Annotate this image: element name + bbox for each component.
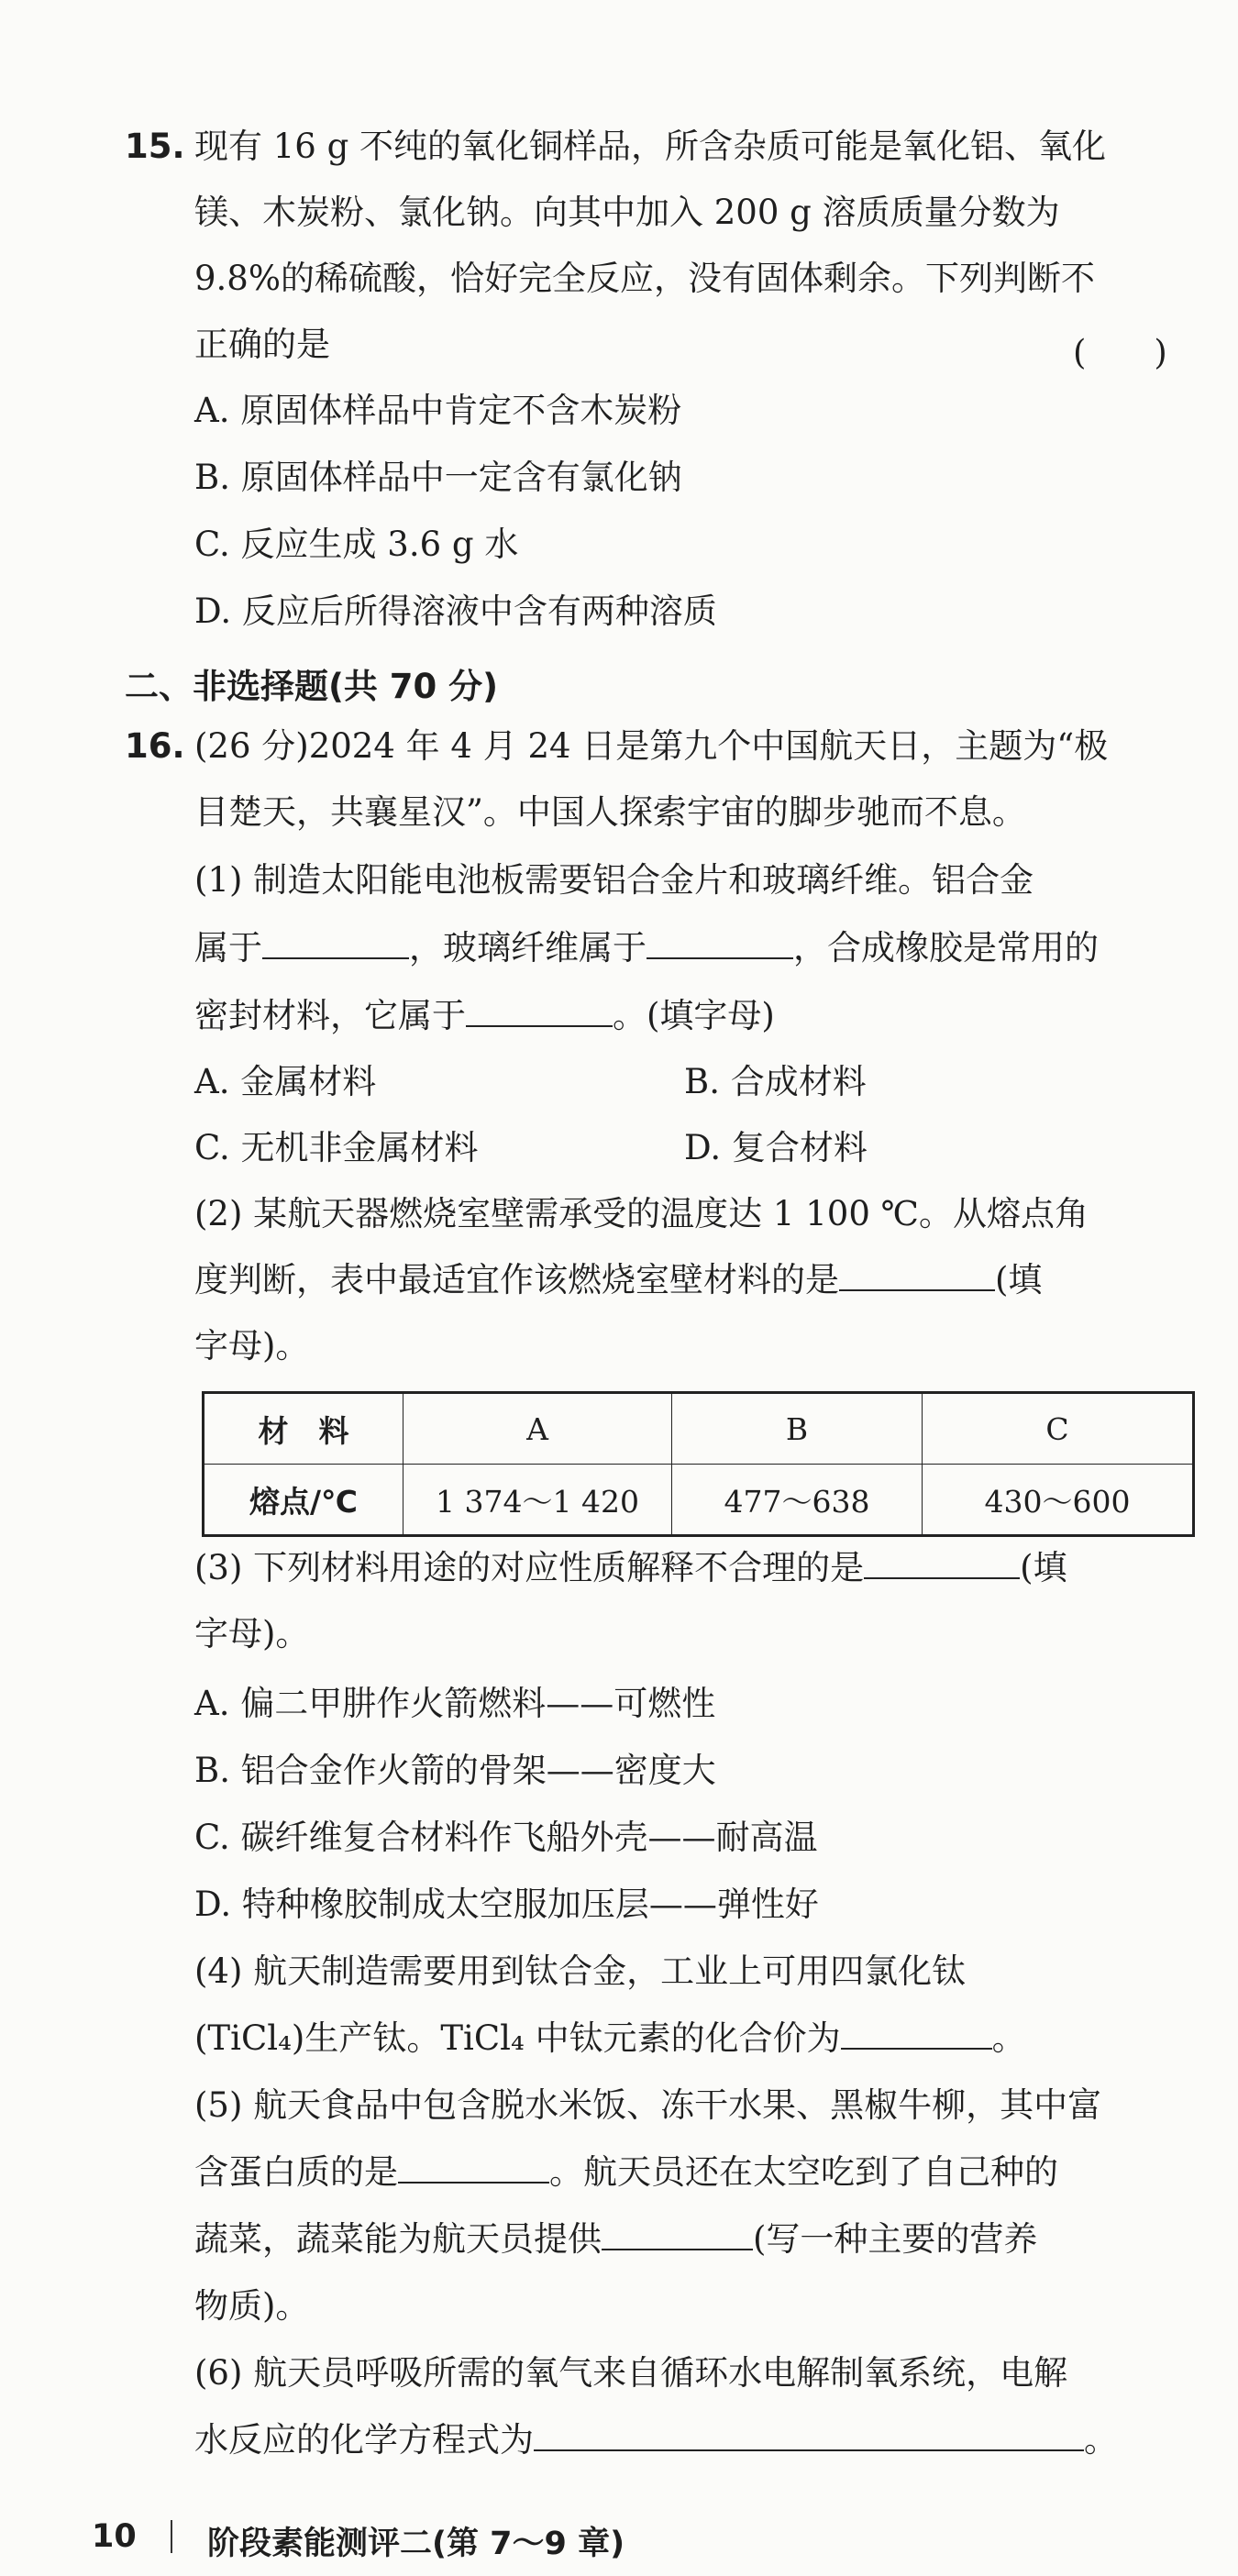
part-2-text-b: (填	[995, 1260, 1043, 1299]
part-2-line-3: 字母)。	[194, 1326, 310, 1365]
answer-bracket[interactable]: ( )	[1073, 333, 1167, 372]
part-1-line-2	[194, 928, 1099, 968]
table-cell-a: 1 374～1 420	[403, 1465, 672, 1536]
table-header-material: 材 料	[204, 1393, 403, 1465]
part-3-option-a: A. 偏二甲肼作火箭燃料——可燃性	[194, 1684, 716, 1723]
part-5-text-b: 。航天员还在太空吃到了自己种的	[549, 2152, 1058, 2192]
part-1-line-1: (1) 制造太阳能电池板需要铝合金片和玻璃纤维。铝合金	[194, 860, 1034, 900]
answer-blank-9[interactable]	[534, 2422, 1084, 2451]
part-1-line-3	[194, 996, 775, 1036]
answer-blank-7[interactable]	[398, 2154, 549, 2184]
part-1-text-d: 密封材料，它属于	[194, 996, 466, 1035]
table-header-c: C	[923, 1393, 1194, 1465]
answer-blank-6[interactable]	[841, 2020, 992, 2050]
part-5-line-3	[194, 2219, 1037, 2260]
answer-blank-2[interactable]	[647, 930, 793, 959]
table-header-a: A	[403, 1393, 672, 1465]
melting-point-table	[202, 1391, 1195, 1537]
question-16-number: 16.	[125, 726, 185, 766]
part-4-line-2	[194, 2018, 1026, 2059]
question-16-intro-line-1: (26 分)2024 年 4 月 24 日是第九个中国航天日，主题为“极	[194, 726, 1109, 766]
part-4-line-1: (4) 航天制造需要用到钛合金，工业上可用四氯化钛	[194, 1951, 967, 1991]
part-1-text-b: ，玻璃纤维属于	[409, 928, 647, 967]
part-2-line-2	[194, 1260, 1042, 1300]
part-3-option-b: B. 铝合金作火箭的骨架——密度大	[194, 1751, 716, 1790]
part-6-line-1: (6) 航天员呼吸所需的氧气来自循环水电解制氧系统，电解	[194, 2353, 1068, 2393]
question-15-line-1: 现有 16 g 不纯的氧化铜样品，所含杂质可能是氧化铝、氧化	[194, 127, 1107, 166]
part-1-text-e: 。(填字母)	[613, 996, 775, 1035]
table-row-label: 熔点/℃	[204, 1465, 403, 1536]
question-15-line-4: 正确的是	[194, 325, 330, 364]
table-cell-b: 477～638	[672, 1465, 923, 1536]
part-2-text-a: 度判断，表中最适宜作该燃烧室壁材料的是	[194, 1260, 839, 1299]
question-15-option-a: A. 原固体样品中肯定不含木炭粉	[194, 391, 682, 430]
question-15-option-b: B. 原固体样品中一定含有氯化钠	[194, 458, 682, 497]
footer-divider	[171, 2520, 172, 2553]
part-4-text-b: 。	[991, 2018, 1026, 2058]
part-1-text-c: ，合成橡胶是常用的	[793, 928, 1099, 967]
part-3-option-c: C. 碳纤维复合材料作飞船外壳——耐高温	[194, 1818, 818, 1857]
part-3-option-d: D. 特种橡胶制成太空服加压层——弹性好	[194, 1885, 819, 1924]
part-1-option-c: C. 无机非金属材料	[194, 1128, 479, 1167]
section-heading: 二、非选择题(共 70 分)	[125, 667, 499, 706]
part-5-line-1: (5) 航天食品中包含脱水米饭、冻干水果、黑椒牛柳，其中富	[194, 2085, 1102, 2125]
part-3-line-1	[194, 1548, 1067, 1588]
table-cell-c: 430～600	[923, 1465, 1194, 1536]
question-15-line-2: 镁、木炭粉、氯化钠。向其中加入 200 g 溶质质量分数为	[194, 193, 1060, 232]
part-3-text-b: (填	[1020, 1548, 1067, 1587]
answer-blank-5[interactable]	[864, 1550, 1020, 1579]
part-3-text-a: (3) 下列材料用途的对应性质解释不合理的是	[194, 1548, 865, 1587]
question-15-option-d: D. 反应后所得溶液中含有两种溶质	[194, 591, 717, 631]
part-5-line-4: 物质)。	[194, 2286, 310, 2326]
table-header-b: B	[672, 1393, 923, 1465]
table-row	[204, 1465, 1194, 1536]
part-4-text-a: (TiCl₄)生产钛。TiCl₄ 中钛元素的化合价为	[194, 2018, 841, 2058]
footer-title: 阶段素能测评二(第 7～9 章)	[207, 2526, 625, 2562]
part-2-line-1: (2) 某航天器燃烧室壁需承受的温度达 1 100 ℃。从熔点角	[194, 1194, 1089, 1233]
part-1-option-d: D. 复合材料	[684, 1128, 868, 1167]
part-5-text-d: (写一种主要的营养	[753, 2219, 1038, 2259]
part-1-text-a: 属于	[194, 928, 262, 967]
question-16-intro-line-2: 目楚天，共襄星汉”。中国人探索宇宙的脚步驰而不息。	[194, 792, 1026, 832]
part-5-line-2	[194, 2152, 1058, 2193]
page-number: 10	[92, 2518, 137, 2555]
part-1-option-a: A. 金属材料	[194, 1062, 377, 1101]
answer-blank-4[interactable]	[839, 1262, 995, 1291]
table-header-row	[204, 1393, 1194, 1465]
question-15-option-c: C. 反应生成 3.6 g 水	[194, 525, 519, 564]
question-15-line-3: 9.8%的稀硫酸，恰好完全反应，没有固体剩余。下列判断不	[194, 259, 1095, 298]
part-3-line-2: 字母)。	[194, 1614, 310, 1653]
part-5-text-c: 蔬菜，蔬菜能为航天员提供	[194, 2219, 602, 2259]
part-5-text-a: 含蛋白质的是	[194, 2152, 398, 2192]
answer-blank-1[interactable]	[262, 930, 409, 959]
part-6-text-a: 水反应的化学方程式为	[194, 2420, 534, 2460]
answer-blank-8[interactable]	[602, 2221, 753, 2250]
question-15-number: 15.	[125, 127, 185, 166]
part-1-option-b: B. 合成材料	[684, 1062, 867, 1101]
answer-blank-3[interactable]	[466, 998, 613, 1027]
part-6-text-b: 。	[1084, 2420, 1118, 2460]
part-6-line-2	[194, 2420, 1118, 2460]
